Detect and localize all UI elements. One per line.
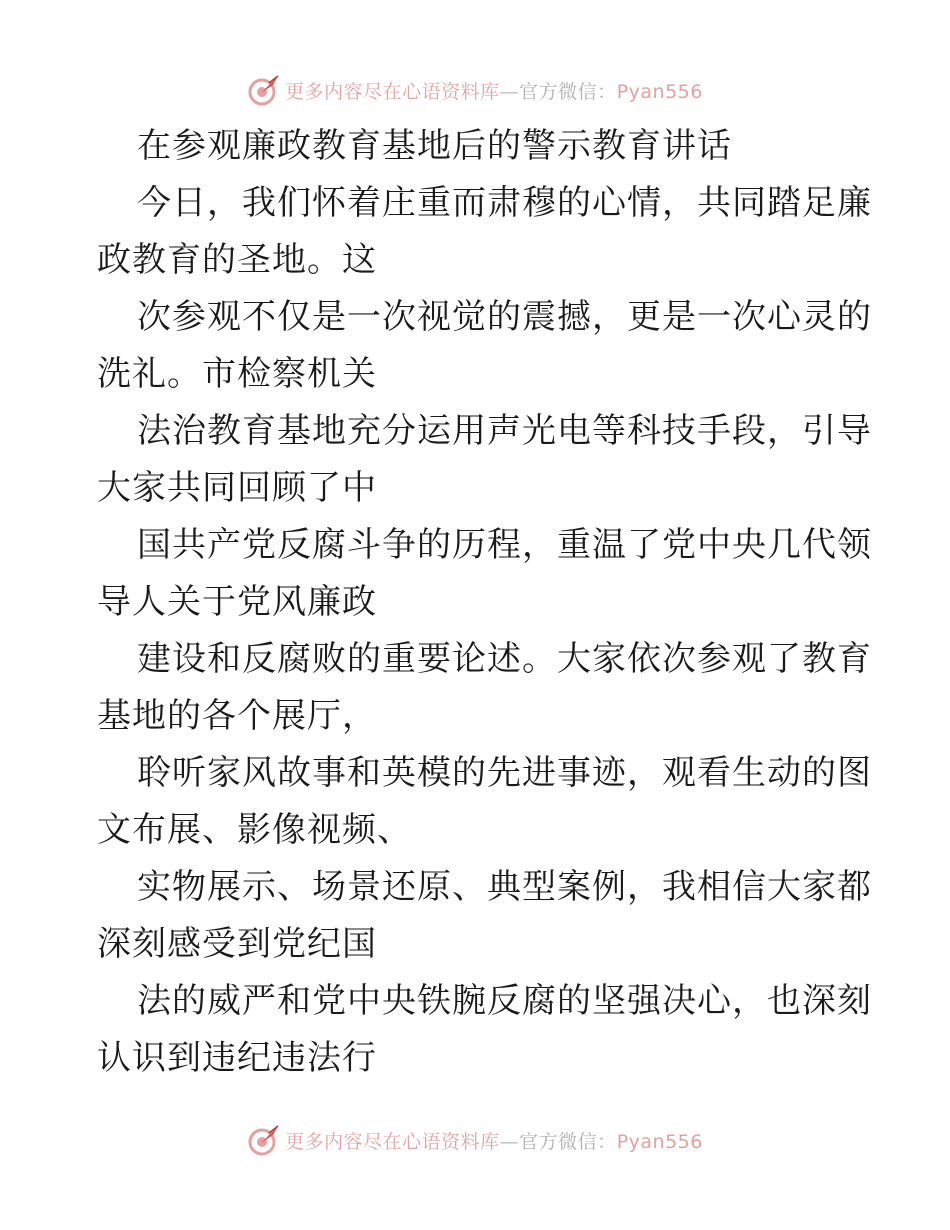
paragraph-line: 文布展、影像视频、 bbox=[97, 810, 412, 850]
quill-logo-icon bbox=[247, 73, 281, 107]
paragraph-line: 大家共同回顾了中 bbox=[97, 468, 377, 508]
quill-logo-icon bbox=[247, 1123, 281, 1157]
watermark-wechat-id: Pyan556 bbox=[616, 1130, 703, 1153]
paragraph-line: 导人关于党风廉政 bbox=[97, 582, 377, 622]
paragraph-line: 法的威严和党中央铁腕反腐的坚强决心，也深刻 bbox=[137, 981, 872, 1021]
paragraph-line: 今日，我们怀着庄重而肃穆的心情，共同踏足廉 bbox=[137, 183, 872, 223]
paragraph-line: 政教育的圣地。这 bbox=[97, 240, 377, 280]
watermark-wechat-label: 官方微信： bbox=[519, 80, 617, 103]
paragraph-line: 聆听家风故事和英模的先进事迹，观看生动的图 bbox=[137, 753, 872, 793]
paragraph-line: 洗礼。市检察机关 bbox=[97, 354, 377, 394]
paragraph-line: 基地的各个展厅， bbox=[97, 696, 377, 736]
watermark-text bbox=[285, 77, 703, 104]
watermark-text bbox=[285, 1127, 703, 1154]
watermark-footer bbox=[0, 1120, 950, 1160]
watermark-dash: — bbox=[499, 1130, 520, 1153]
watermark-header bbox=[0, 70, 950, 110]
document-title: 在参观廉政教育基地后的警示教育讲话 bbox=[137, 126, 732, 166]
paragraph-line: 次参观不仅是一次视觉的震撼，更是一次心灵的 bbox=[137, 297, 872, 337]
watermark-main-text: 更多内容尽在心语资料库 bbox=[285, 1130, 500, 1153]
watermark-main-text: 更多内容尽在心语资料库 bbox=[285, 80, 500, 103]
paragraph-line: 认识到违纪违法行 bbox=[97, 1038, 377, 1078]
watermark-wechat-id: Pyan556 bbox=[616, 80, 703, 103]
paragraph-line: 深刻感受到党纪国 bbox=[97, 924, 377, 964]
paragraph-line: 实物展示、场景还原、典型案例，我相信大家都 bbox=[137, 867, 872, 907]
paragraph-line: 国共产党反腐斗争的历程，重温了党中央几代领 bbox=[137, 525, 872, 565]
paragraph-line: 建设和反腐败的重要论述。大家依次参观了教育 bbox=[137, 639, 872, 679]
paragraph-line: 法治教育基地充分运用声光电等科技手段，引导 bbox=[137, 411, 872, 451]
document-body bbox=[97, 118, 872, 1087]
watermark-wechat-label: 官方微信： bbox=[519, 1130, 617, 1153]
watermark-dash: — bbox=[499, 80, 520, 103]
